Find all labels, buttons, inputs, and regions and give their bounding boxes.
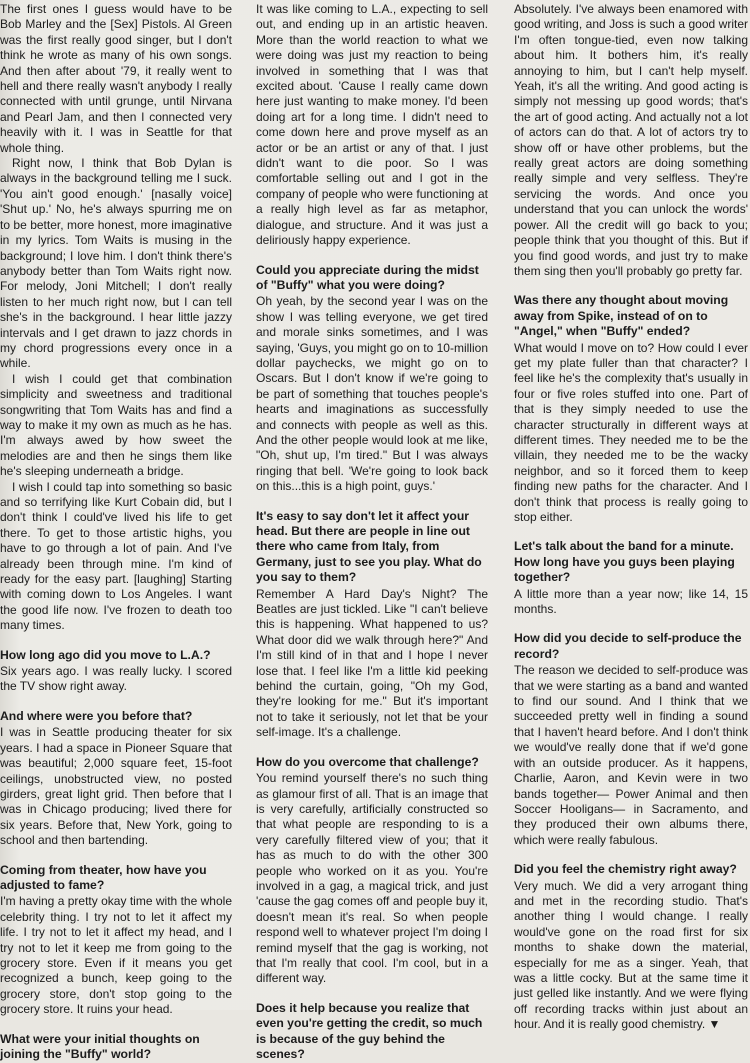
- interview-question: Could you appreciate during the midst of "Buffy" what you were doing?: [256, 262, 479, 292]
- interview-question: What were your initial thoughts on joining the "Buffy" world?: [0, 1031, 200, 1061]
- interview-question: How do you overcome that challenge?: [256, 754, 479, 769]
- interview-answer-paragraph: I'm having a pretty okay time with the whole celebrity thing. I try not to let it affect my life. I try not to let it affect my head, and I try not to let it keep me from going to the grocery store. Even if it means you get recognized a bunch, keep going to the grocery store, don't stop going to the grocery store. It ruins your head.: [0, 894, 232, 1017]
- column-1: [0, 2, 232, 1063]
- interview-answer-paragraph: It was like coming to L.A., expecting to sell out, and ending up in an artistic heaven. More than the world reaction to what we were doing was just my reaction to being involved in something that I was that excited about. 'Cause I really came down here just wanting to make money. I'd been doing art for a long time. I didn't need to come down here and prove myself as an actor or be an artist or any of that. I just didn't want to die poor. So I was comfortable selling out and I got in the company of people who were functioning at a really high level as far as metaphor, dialogue, and structure. And it was just a deliriously happy experience.: [256, 2, 488, 248]
- interview-answer-paragraph: Absolutely. I've always been enamored with good writing, and Joss is such a good writer I'm often tongue-tied, even now talking about him. It bothers him, it's really annoying to him, but I can't help myself. Yeah, it's all the writing. And good acting is simply not messing up good words; that's the art of good acting. And actually not a lot of actors can do that. A lot of actors try to show off or have other problems, but the really great actors are doing something really simple and very selfless. They're servicing the words. And once you understand that you can unlock the words' power. All the credit will go back to you; people think that you thought of this. But if you find good words, and just try to make them sing then you'll probably go pretty far.: [514, 2, 748, 278]
- interview-answer-paragraph: Six years ago. I was really lucky. I scored the TV show right away.: [0, 664, 232, 694]
- interview-question: How long ago did you move to L.A.?: [0, 647, 211, 662]
- interview-question: It's easy to say don't let it affect your head. But there are people in line out there who came from Italy, from Germany, just to see you play. What do you say to them?: [256, 508, 482, 585]
- interview-answer-paragraph: I wish I could tap into something so basic and so terrifying like Kurt Cobain did, but I don't think I could've lived his life to get there. To get to those artistic highs, you have to go through a lot of pain. And I've already been through mine. I'm kind of ready for the easy part. [laughing] Starting with coming down to Los Angeles. I want the good life now. I've frozen to death too many times.: [0, 479, 232, 633]
- interview-answer-paragraph: You remind yourself there's no such thing as glamour first of all. That is an image that is very carefully, artificially constructed so that what people are responding to is a very carefully filtered view of you; that it has as much to do with the other 300 people who worked on it as you. You're involved in a gag, a magical trick, and just 'cause the gag comes off and people buy it, doesn't mean it's real. So when people respond well to whatever project I'm doing I remind myself that the gag is working, not that I'm really that cool. I'm cool, but in a different way.: [256, 771, 488, 986]
- column-2: [256, 2, 488, 1063]
- interview-answer-paragraph: The reason we decided to self-produce was that we were starting as a band and wanted to find our sound. And I think that we succeeded pretty well in finding a sound that I haven't heard before. And I don't think we would've really done that if we'd gone with an outside producer. As it happens, Charlie, Aaron, and Kevin were in two bands together— Power Animal and then Soccer Hooligans— in Sacramento, and they produced their own albums there, which were really fabulous.: [514, 663, 748, 847]
- interview-question: Was there any thought about moving away from Spike, instead of on to "Angel," when "Buffy" ended?: [514, 293, 729, 339]
- interview-answer-paragraph: The first ones I guess would have to be Bob Marley and the [Sex] Pistols. Al Green was the first really good singer, but I don't think he wrote as many of his own songs. And then after about '79, it really went to hell and there really wasn't anybody I really connected with until grunge, until Nirvana and Pearl Jam, and then I connected very heavily with it. I was in Seattle for that whole thing.: [0, 2, 232, 155]
- interview-answer-paragraph: I wish I could get that combination simplicity and sweetness and traditional songwriting that Tom Waits has and find a way to make it my own as much as he has. I'm always awed by how sweet the melodies are and then he sings them like he's sleeping underneath a bridge.: [0, 371, 232, 479]
- interview-answer-paragraph: Remember A Hard Day's Night? The Beatles are just tickled. Like "I can't believe this is happening. What happened to us? What door did we walk through here?" And I'm still kind of in that and I hope I never lose that. I feel like I'm a little kid peeking behind the curtain, going, "Oh my God, they're looking for me." But it's important not to take it seriously, not let that be your self-image. It's a challenge.: [256, 586, 488, 740]
- interview-answer-paragraph: What would I move on to? How could I ever get my plate fuller than that character? I feel like he's the complexity that's usually in four or five roles stuffed into one. Part of that is they simply needed to use the character structurally in different ways at different times. They needed me to be the villain, they needed me to be the wacky neighbor, and so it forced them to keep finding new paths for the character. And I don't think that process is really going to stop either.: [514, 340, 748, 524]
- interview-answer-paragraph: I was in Seattle producing theater for six years. I had a space in Pioneer Square that was beautiful; 2,000 square feet, 15-foot ceilings, unobstructed view, no posted girders, great light grid. Then before that I was in Chicago producing; lived there for six years. Before that, New York, going to school and then bartending.: [0, 725, 232, 848]
- interview-question: Let's talk about the band for a minute. How long have you guys been playing together?: [514, 539, 735, 585]
- interview-question: And where were you before that?: [0, 708, 193, 723]
- interview-answer-paragraph: Very much. We did a very arrogant thing and met in the recording studio. That's another thing I would change. I really would've gone on the road first for six months to shake down the material, especially for me as a singer. Yeah, that was a little cocky. But at the same time it just gelled like instantly. And we were flying off recording tracks within just about an hour. And it is really good chemistry. ▼: [514, 878, 748, 1032]
- column-3: [514, 2, 748, 1033]
- interview-answer-paragraph: Oh yeah, by the second year I was on the show I was telling everyone, we get tired and morale sinks sometimes, and I was saying, 'Guys, you might go on to 10-million dollar paychecks, we might go on to Oscars. But I don't know if we're going to be part of something that touches people's hearts and imaginations as successfully and connects with people as well as this. And the other people would look at me like, "Oh, shut up, I'm tired." But I was always ringing that bell. 'We're going to look back on this...this is a high point, guys.': [256, 294, 488, 494]
- interview-question: How did you decide to self-produce the record?: [514, 631, 742, 661]
- interview-question: Coming from theater, how have you adjusted to fame?: [0, 862, 207, 892]
- interview-answer-paragraph: A little more than a year now; like 14, 15 months.: [514, 586, 748, 617]
- interview-answer-paragraph: Right now, I think that Bob Dylan is always in the background telling me I suck. 'You ain't good enough.' [nasally voice] 'Shut up.' No, he's always spurring me on to be better, more honest, more imaginative in my lyrics. Tom Waits is musing in the background; I love him. I don't think there's anybody better than Tom Waits right now. For melody, Joni Mitchell; I don't really listen to her much right now, but I can tell she's in the background. I hear little jazzy intervals and I get drawn to jazz chords in my chord progressions every once in a while.: [0, 156, 232, 371]
- interview-question: Did you feel the chemistry right away?: [514, 862, 737, 877]
- interview-question: Does it help because you realize that even you're getting the credit, so much is because of the guy behind the scenes?: [256, 1000, 483, 1061]
